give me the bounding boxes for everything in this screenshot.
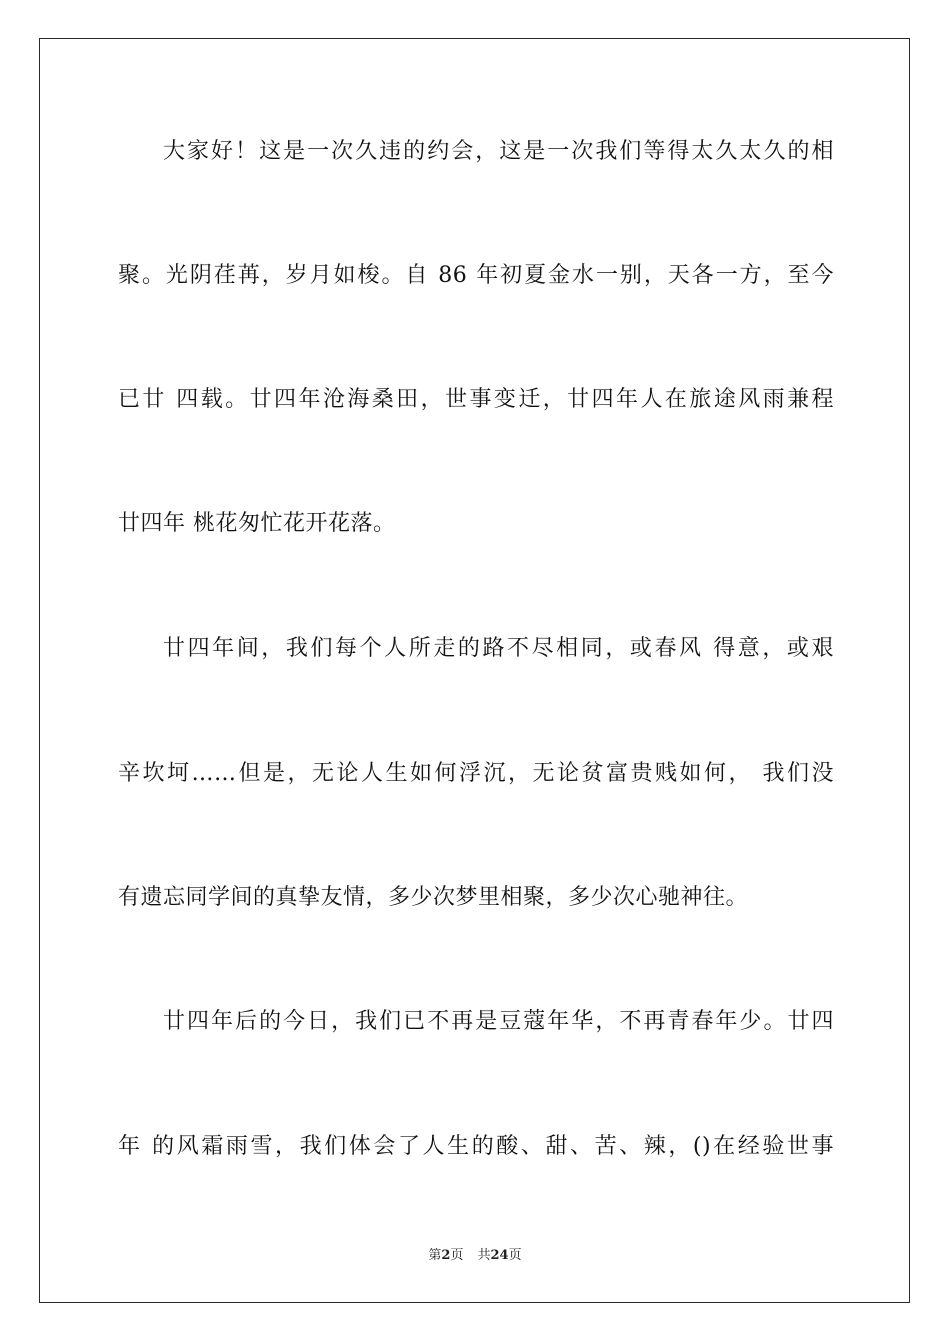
paragraph-1-line-1: 大家好！这是一次久违的约会，这是一次我们等得太久太久的相: [163, 139, 834, 164]
paragraph-1-line-4: 廿四年 桃花匆忙花开花落。: [118, 511, 396, 536]
footer-total-prefix: 共: [477, 1248, 491, 1263]
page-border: [39, 38, 910, 1303]
paragraph-3-line-2: 年 的风霜雨雪，我们体会了人生的酸、甜、苦、辣，()在经验世事: [118, 1134, 834, 1159]
footer-page-number: 2: [441, 1248, 451, 1263]
paragraph-2-line-2: 辛坎坷……但是，无论人生如何浮沉，无论贫富贵贱如何， 我们没: [118, 761, 834, 786]
paragraph-1-line-2: 聚。光阴荏苒，岁月如梭。自 86 年初夏金水一别，天各一方，至今: [118, 263, 834, 288]
footer-page-prefix: 第: [428, 1248, 442, 1263]
paragraph-2-line-1: 廿四年间，我们每个人所走的路不尽相同，或春风 得意，或艰: [163, 636, 834, 661]
paragraph-3-line-1: 廿四年后的今日，我们已不再是豆蔻年华，不再青春年少。廿四: [163, 1009, 834, 1034]
footer-total-pages: 24: [490, 1248, 509, 1263]
page-footer: [0, 1247, 950, 1265]
paragraph-1-line-3: 已廿 四载。廿四年沧海桑田，世事变迁，廿四年人在旅途风雨兼程: [118, 387, 834, 412]
footer-total-suffix: 页: [508, 1248, 522, 1263]
paragraph-2-line-3: 有遗忘同学间的真挚友情，多少次梦里相聚，多少次心驰神往。: [118, 885, 749, 910]
footer-page-suffix: 页: [450, 1248, 464, 1263]
